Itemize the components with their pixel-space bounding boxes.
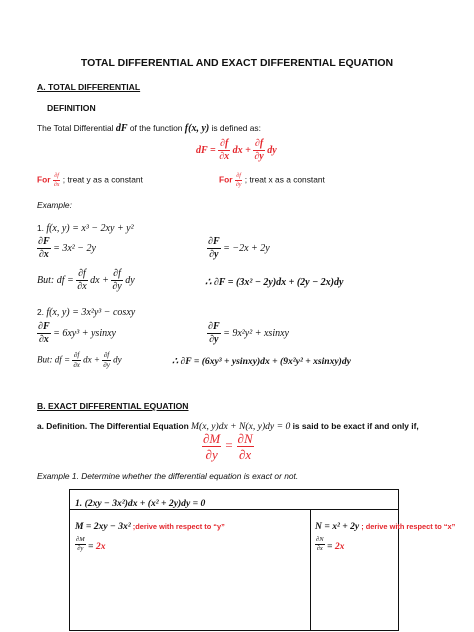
example-1-but: But: df = $\frac{\partial f}{\partial x}$ dx + $\frac{\partial f}{\partial y}$ dy [37, 268, 135, 292]
example-1-result: ∴ ∂F = (3x² − 2y)dx + (2y − 2x)dy [205, 277, 344, 288]
exact-definition: a. Definition. The Differential Equation M(x, y)dx + N(x, y)dy = 0 is said to be exact if and only if, [37, 421, 419, 432]
section-a-heading: A. TOTAL DIFFERENTIAL [37, 82, 141, 92]
definition-label: DEFINITION [47, 103, 96, 113]
page-title: TOTAL DIFFERENTIAL AND EXACT DIFFERENTIAL EQUATION [80, 57, 394, 69]
example-2-result: ∴ ∂F = (6xy³ + ysinxy)dx + (9x²y² + xsinxy)dy [172, 356, 351, 367]
example-1-function: 1. f(x, y) = x³ − 2xy + y² [37, 223, 134, 234]
n-partial-result: $\frac{\partial N}{\partial x}$ = 2x [316, 535, 345, 553]
for-treat-x: For $\frac{\partial f}{\partial y}$ ; treat x as a constant [219, 173, 325, 188]
example-1-prompt: Example 1. Determine whether the differential equation is exact or not. [37, 471, 299, 481]
m-definition: M = 2xy − 3x² ;derive with respect to “y” [75, 521, 225, 532]
table-divider [310, 510, 311, 631]
exact-equation-table [69, 489, 456, 631]
example-2-function: 2. f(x, y) = 3x²y³ − cosxy [37, 307, 136, 318]
example-2-but: But: df = $\frac{\partial f}{\partial x}$ dx + $\frac{\partial f}{\partial y}$ dy [37, 351, 122, 369]
example-2-partial-y: $\frac{\partial F}{\partial y}$ = 9x²y² + xsinxy [208, 321, 289, 345]
section-b-heading: B. EXACT DIFFERENTIAL EQUATION [37, 401, 189, 411]
example-label: Example: [37, 200, 72, 210]
definition-text: The Total Differential dF of the function f(x, y) is defined as: [37, 123, 261, 134]
total-differential-formula: dF = $\frac{\partial f}{\partial x}$ dx + $\frac{\partial f}{\partial y}$ dy [196, 138, 277, 162]
example-1-partial-y: $\frac{\partial F}{\partial y}$ = −2x + 2y [208, 236, 270, 260]
table-equation: 1. (2xy − 3x²)dx + (x² + 2y)dy = 0 [75, 498, 206, 509]
m-partial-result: $\frac{\partial M}{\partial y}$ = 2x [76, 535, 106, 553]
for-treat-y: For $\frac{\partial f}{\partial x}$ ; treat y as a constant [37, 173, 143, 188]
example-1-partial-x: $\frac{\partial F}{\partial x}$ = 3x² − 2y [38, 236, 96, 260]
exactness-condition: $\frac{\partial M}{\partial y}$ = $\frac{\partial N}{\partial x}$ [203, 431, 253, 462]
example-2-partial-x: $\frac{\partial F}{\partial x}$ = 6xy³ + ysinxy [38, 321, 116, 345]
n-definition: N = x² + 2y ; derive with respect to “x” [315, 521, 456, 532]
